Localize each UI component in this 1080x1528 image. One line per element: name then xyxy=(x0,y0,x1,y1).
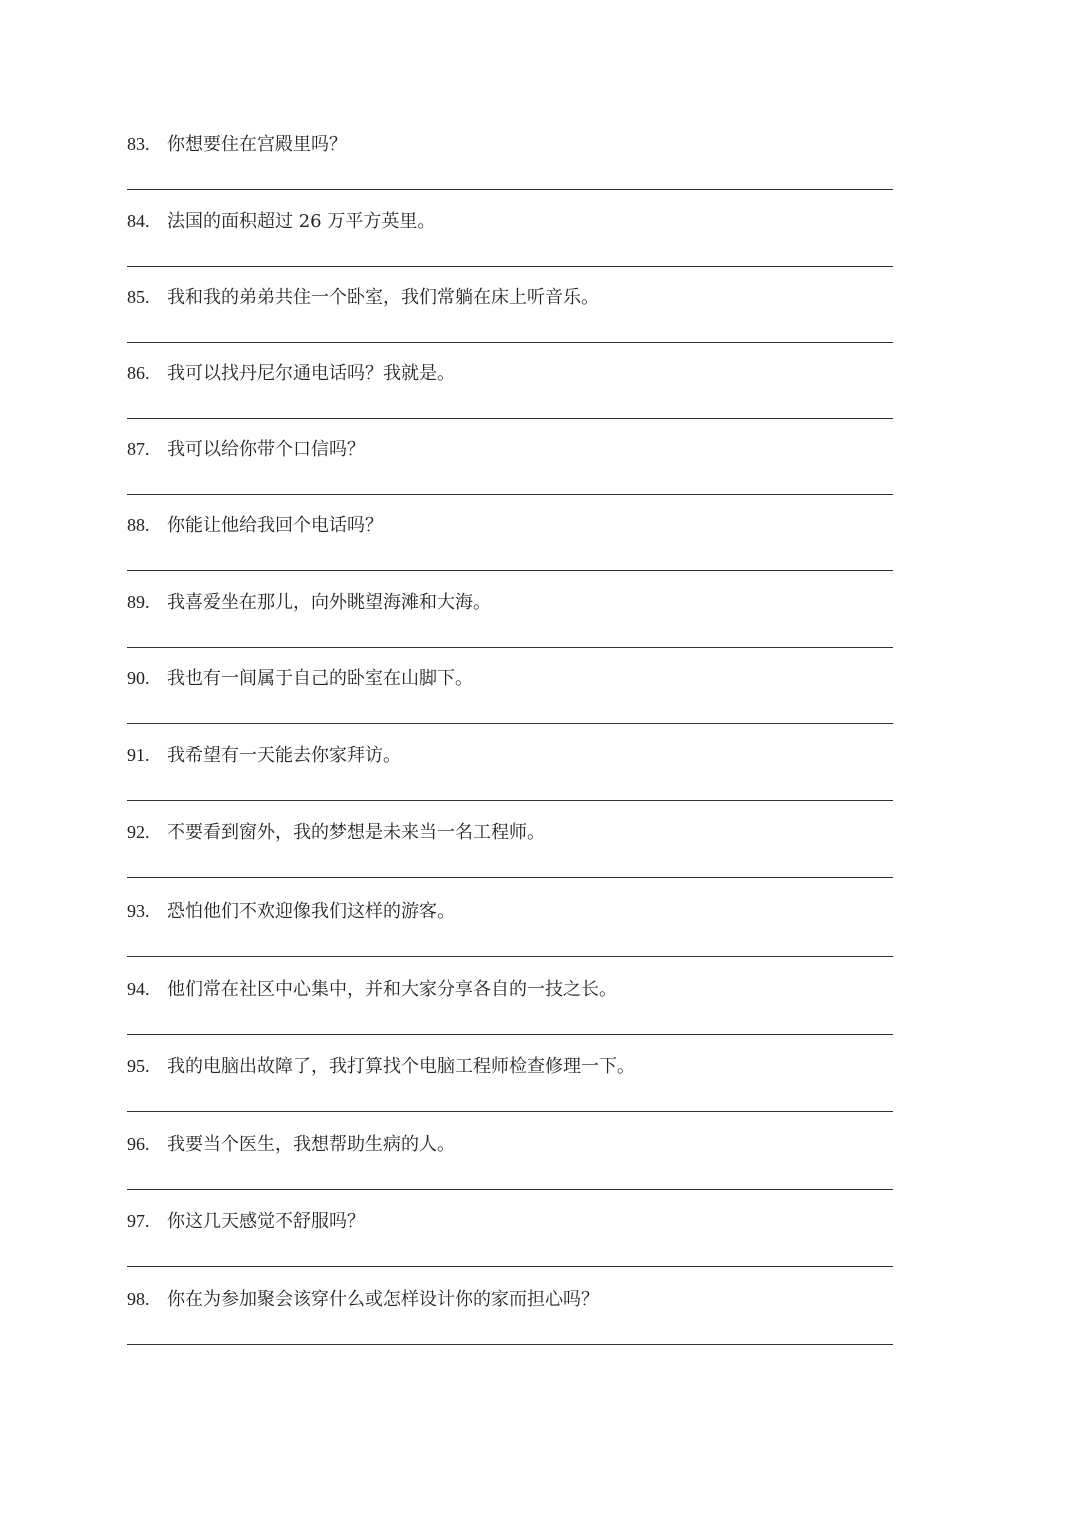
question-item-83 xyxy=(127,131,893,208)
question-text: 你能让他给我回个电话吗？ xyxy=(167,515,383,536)
question-number: 96. xyxy=(127,1134,150,1154)
question-number: 98. xyxy=(127,1289,150,1309)
answer-line[interactable] xyxy=(127,647,893,648)
answer-line[interactable] xyxy=(127,189,893,190)
question-number: 85. xyxy=(127,287,150,307)
question-number: 90. xyxy=(127,668,150,688)
question-line xyxy=(127,360,455,386)
question-text: 我喜爱坐在那儿，向外眺望海滩和大海。 xyxy=(167,592,491,613)
question-number: 95. xyxy=(127,1056,150,1076)
question-text: 我希望有一天能去你家拜访。 xyxy=(167,745,401,766)
answer-line[interactable] xyxy=(127,418,893,419)
question-text: 我要当个医生，我想帮助生病的人。 xyxy=(167,1134,455,1155)
question-number: 89. xyxy=(127,592,150,612)
question-item-94 xyxy=(127,976,893,1053)
question-line xyxy=(127,819,545,845)
question-line xyxy=(127,898,455,924)
answer-line[interactable] xyxy=(127,800,893,801)
answer-line[interactable] xyxy=(127,723,893,724)
question-item-84 xyxy=(127,208,893,285)
question-line xyxy=(127,436,365,462)
question-number: 91. xyxy=(127,745,150,765)
question-text: 我和我的弟弟共住一个卧室，我们常躺在床上听音乐。 xyxy=(167,287,599,308)
question-number: 94. xyxy=(127,979,150,999)
question-item-96 xyxy=(127,1131,893,1208)
answer-line[interactable] xyxy=(127,266,893,267)
question-line xyxy=(127,1286,599,1312)
question-text: 法国的面积超过 26 万平方英里。 xyxy=(167,211,436,232)
question-text: 我可以找丹尼尔通电话吗？我就是。 xyxy=(167,363,455,384)
question-item-91 xyxy=(127,742,893,819)
question-line xyxy=(127,665,473,691)
question-item-90 xyxy=(127,665,893,742)
question-number: 84. xyxy=(127,211,150,231)
question-line xyxy=(127,284,599,310)
question-item-97 xyxy=(127,1208,893,1285)
question-line xyxy=(127,1131,455,1157)
question-text: 恐怕他们不欢迎像我们这样的游客。 xyxy=(167,901,455,922)
question-line xyxy=(127,1053,635,1079)
answer-line[interactable] xyxy=(127,877,893,878)
question-text: 我也有一间属于自己的卧室在山脚下。 xyxy=(167,668,473,689)
question-line xyxy=(127,208,435,234)
question-item-86 xyxy=(127,360,893,437)
question-line xyxy=(127,589,491,615)
question-number: 93. xyxy=(127,901,150,921)
answer-line[interactable] xyxy=(127,342,893,343)
question-item-93 xyxy=(127,898,893,975)
question-number: 88. xyxy=(127,515,150,535)
question-item-98 xyxy=(127,1286,893,1363)
answer-line[interactable] xyxy=(127,1111,893,1112)
answer-line[interactable] xyxy=(127,570,893,571)
question-item-95 xyxy=(127,1053,893,1130)
answer-line[interactable] xyxy=(127,1189,893,1190)
question-line xyxy=(127,512,383,538)
question-item-88 xyxy=(127,512,893,589)
question-number: 97. xyxy=(127,1211,150,1231)
question-number: 87. xyxy=(127,439,150,459)
question-item-85 xyxy=(127,284,893,361)
question-number: 83. xyxy=(127,134,150,154)
question-item-92 xyxy=(127,819,893,896)
question-text: 我的电脑出故障了，我打算找个电脑工程师检查修理一下。 xyxy=(167,1056,635,1077)
question-number: 92. xyxy=(127,822,150,842)
question-text: 你这几天感觉不舒服吗？ xyxy=(167,1211,365,1232)
question-text: 我可以给你带个口信吗？ xyxy=(167,439,365,460)
answer-line[interactable] xyxy=(127,956,893,957)
question-item-87 xyxy=(127,436,893,513)
question-text: 你想要住在宫殿里吗？ xyxy=(167,134,347,155)
question-number: 86. xyxy=(127,363,150,383)
question-text: 不要看到窗外，我的梦想是未来当一名工程师。 xyxy=(167,822,545,843)
answer-line[interactable] xyxy=(127,494,893,495)
question-line xyxy=(127,742,401,768)
answer-line[interactable] xyxy=(127,1034,893,1035)
question-text: 你在为参加聚会该穿什么或怎样设计你的家而担心吗？ xyxy=(167,1289,599,1310)
answer-line[interactable] xyxy=(127,1266,893,1267)
question-item-89 xyxy=(127,589,893,666)
question-line xyxy=(127,1208,365,1234)
question-line xyxy=(127,976,617,1002)
question-text: 他们常在社区中心集中，并和大家分享各自的一技之长。 xyxy=(167,979,617,1000)
answer-line[interactable] xyxy=(127,1344,893,1345)
question-line xyxy=(127,131,347,157)
